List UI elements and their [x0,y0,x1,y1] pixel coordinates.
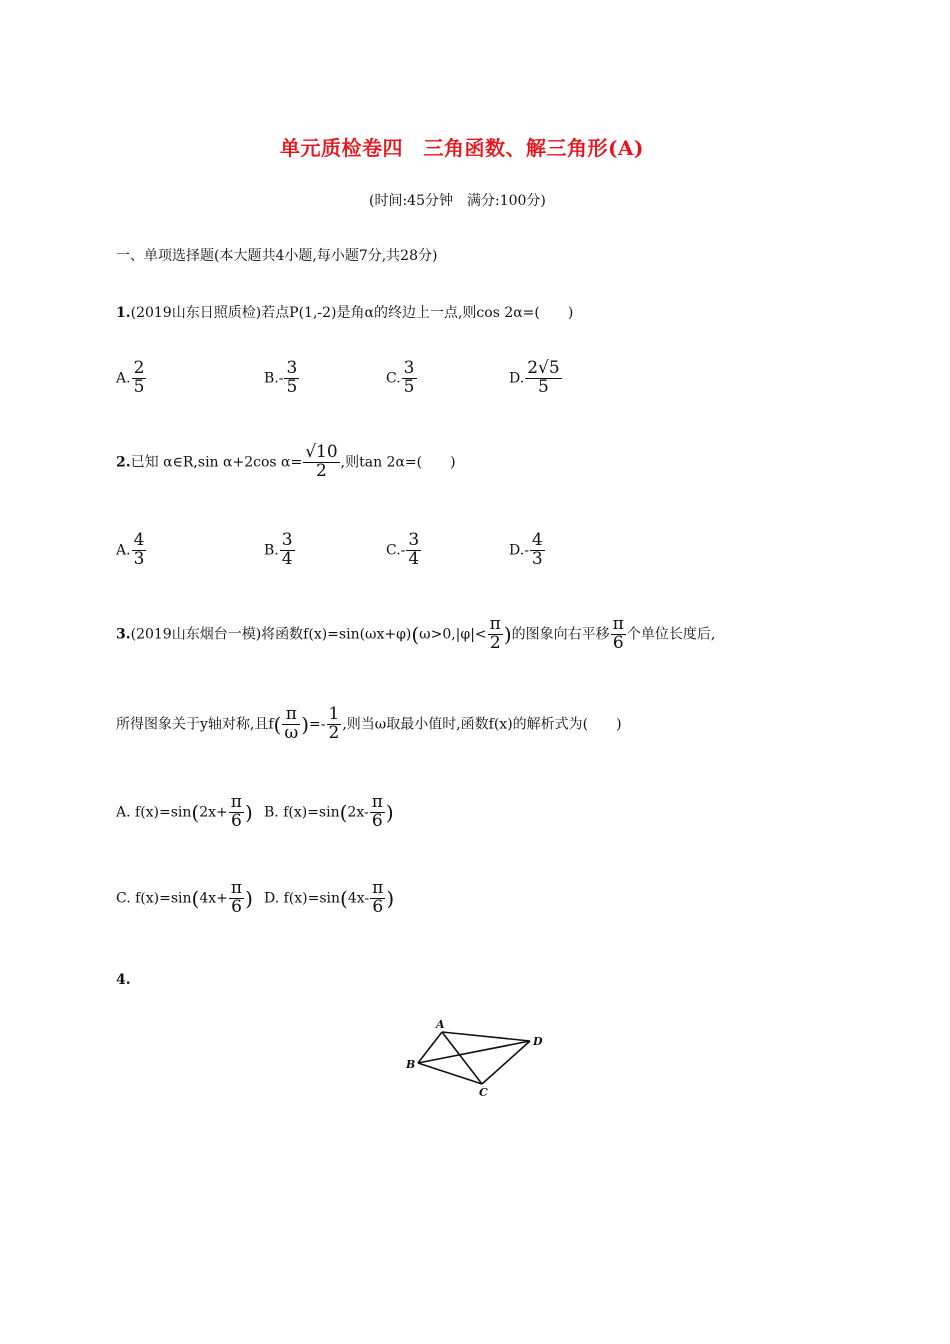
vertex-label-d: D [533,1035,543,1048]
q2-option-d[interactable]: D.- $\frac{4}{3}$ [509,530,543,569]
q3-option-d[interactable]: D. f(x)=sin(4x- $\frac{\pi}{6}$ ) [264,878,395,917]
fraction: $\frac{4}{3}$ [133,530,145,569]
fraction: $\frac{\pi}{6}$ [612,614,624,653]
diagonal-ac [442,1032,482,1084]
question-1 [116,302,573,322]
question-number: 1. [116,305,131,321]
fraction: $\frac{1}{2}$ [328,704,340,743]
fraction: $\frac{\pi}{\omega}$ [284,704,299,743]
q2-option-b[interactable]: B. $\frac{3}{4}$ [264,530,293,569]
fraction: $\frac{3}{5}$ [286,358,298,397]
fraction: $\frac{\pi}{6}$ [372,878,384,917]
exam-info: (时间:45分钟 满分:100分) [369,193,546,209]
fraction: $\frac{2√5}{5}$ [527,358,560,397]
question-text: (2019山东日照质检)若点P(1,-2)是角α的终边上一点,则cos 2α=( ) [130,305,574,321]
q1-option-a[interactable]: A. $\frac{2}{5}$ [116,358,145,397]
fraction: $\frac{\pi}{6}$ [230,878,243,917]
diagonal-bd [418,1041,530,1063]
question-number: 3. [116,626,131,643]
question-number: 2. [116,454,131,471]
fraction: $\frac{\pi}{6}$ [371,792,383,831]
q1-option-c[interactable]: C. $\frac{3}{5}$ [386,358,415,397]
question-3-line-2: 所得图象关于y轴对称,且f( $\frac{\pi}{\omega}$ )=- $\frac{1}{2}$ ,则当ω取最小值时,函数f(x)的解析式为( ) [116,704,622,743]
q3-option-b[interactable]: B. f(x)=sin(2x- $\frac{\pi}{6}$ ) [264,792,394,831]
fraction: $\frac{\pi}{6}$ [230,792,242,831]
vertex-label-c: C [479,1086,488,1099]
fraction: $\frac{3}{5}$ [403,358,415,397]
edge-ad [442,1032,530,1041]
q1-option-d[interactable]: D. $\frac{2√5}{5}$ [509,358,560,397]
q1-option-b[interactable]: B.- $\frac{3}{5}$ [264,358,298,397]
page-title: 单元质检卷四 三角函数、解三角形(A) [280,136,644,160]
fraction: $\frac{\pi}{2}$ [489,614,501,653]
q2-option-a[interactable]: A. $\frac{4}{3}$ [116,530,145,569]
fraction: $\frac{2}{5}$ [133,358,145,397]
section-heading: 一、单项选择题(本大题共4小题,每小题7分,共28分) [116,248,438,264]
question-4-number: 4. [116,972,131,988]
fraction: $\frac{3}{4}$ [408,530,420,569]
q2-option-c[interactable]: C.- $\frac{3}{4}$ [386,530,420,569]
q3-option-a[interactable]: A. f(x)=sin(2x+ $\frac{\pi}{6}$ ) [116,792,253,831]
fraction: $\frac{√10}{2}$ [305,442,338,481]
q3-option-c[interactable]: C. f(x)=sin(4x+ $\frac{\pi}{6}$ ) [116,878,253,917]
fraction: $\frac{3}{4}$ [281,530,293,569]
question-3: 3.(2019山东烟台一模)将函数f(x)=sin(ωx+φ)(ω>0,|φ|< $\frac{\pi}{2}$ )的图象向右平移 $\frac{\pi}{6}$ 个单位长度后, [116,614,716,653]
edge-bc [418,1063,482,1084]
vertex-label-a: A [436,1018,445,1031]
quadrilateral-figure [400,1012,560,1102]
edge-cd [482,1041,530,1084]
vertex-label-b: B [406,1058,416,1071]
question-2: 2.已知 α∈R,sin α+2cos α= $\frac{√10}{2}$ ,则tan 2α=( ) [116,442,456,481]
fraction: $\frac{4}{3}$ [531,530,543,569]
